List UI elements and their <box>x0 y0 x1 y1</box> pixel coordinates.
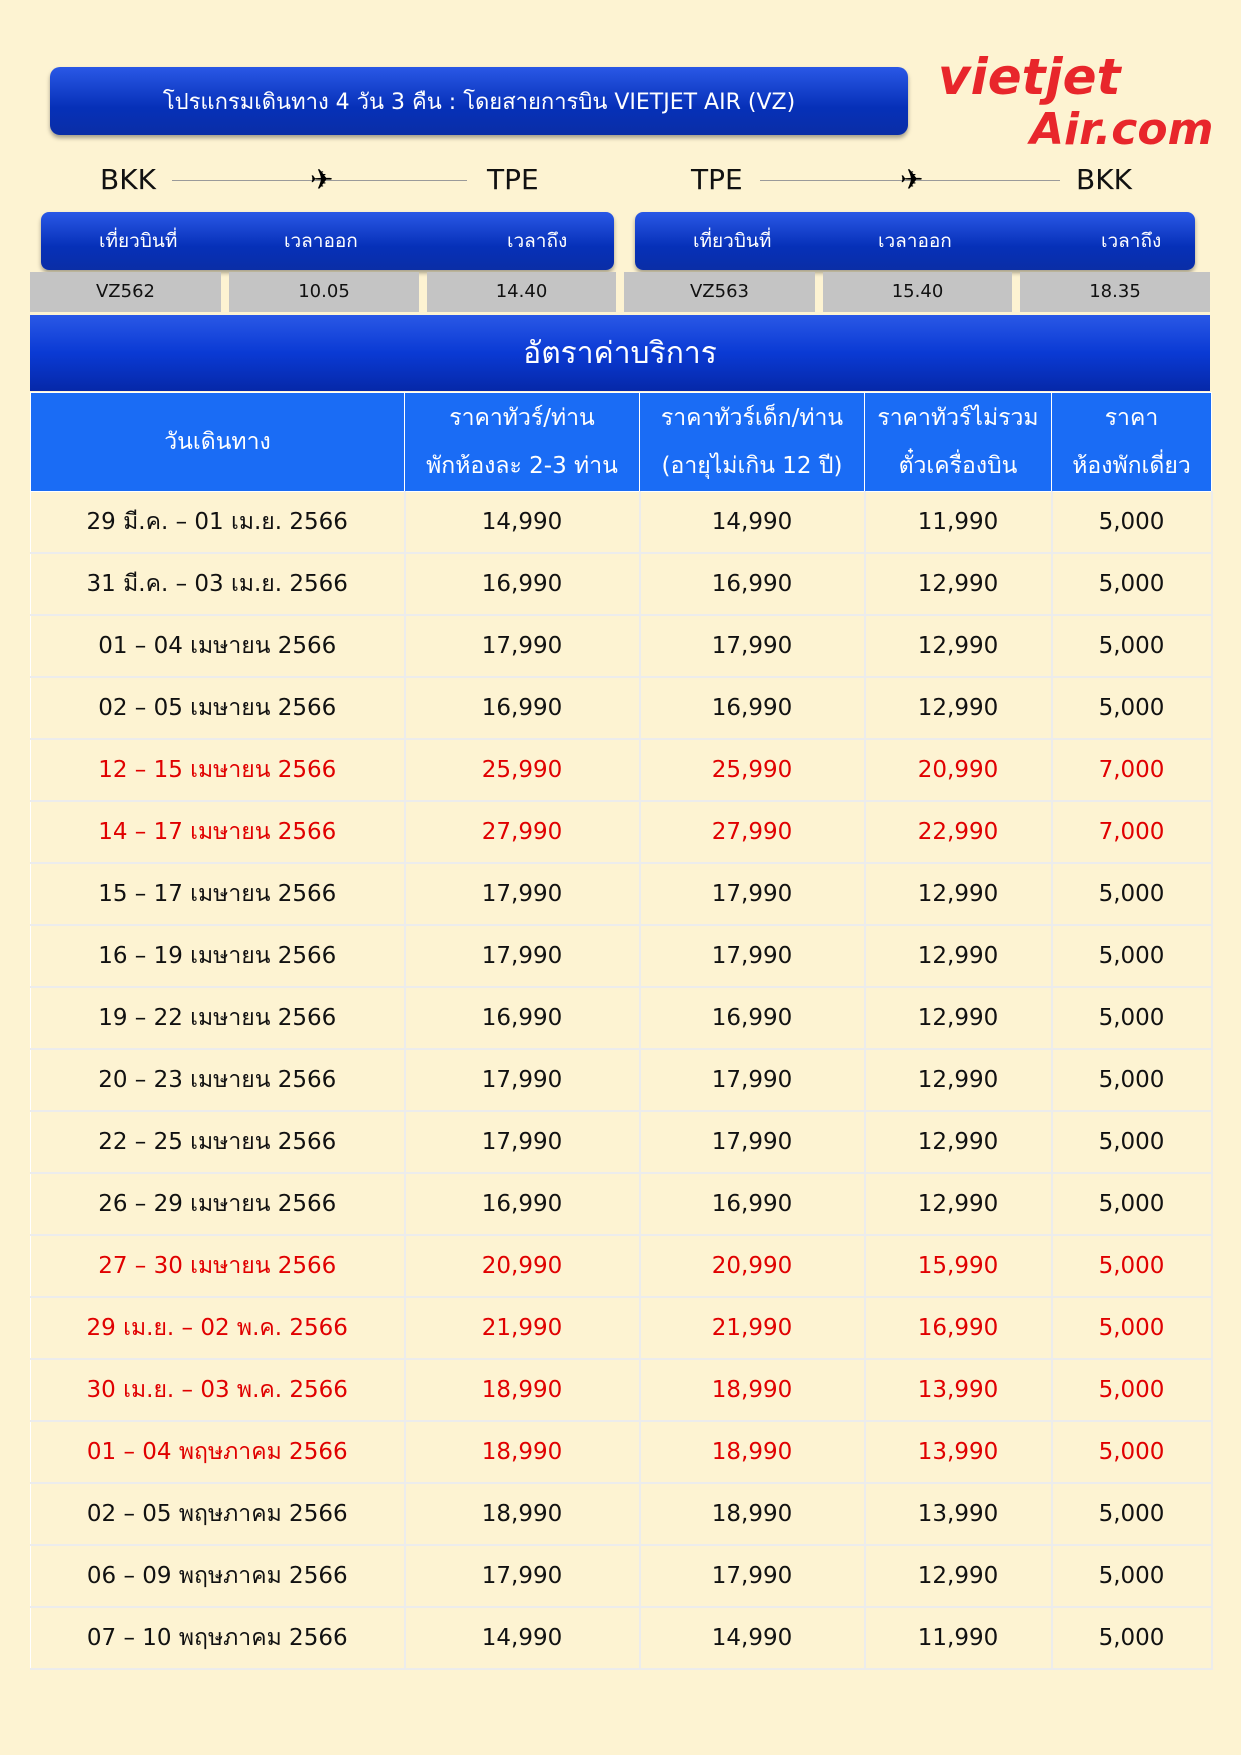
adult-price-cell: 18,990 <box>405 1421 640 1483</box>
outbound-destination: TPE <box>487 163 539 196</box>
table-row <box>31 925 1212 987</box>
depart-label: เวลาออก <box>284 230 358 252</box>
outbound-origin: BKK <box>100 163 156 196</box>
table-row <box>31 1297 1212 1359</box>
child-price-cell: 14,990 <box>640 492 865 554</box>
travel-date-cell: 15 – 17 เมษายน 2566 <box>31 863 405 925</box>
single-room-price-cell: 5,000 <box>1052 1483 1212 1545</box>
child-price-cell: 18,990 <box>640 1359 865 1421</box>
child-price-cell: 16,990 <box>640 1173 865 1235</box>
outbound-route <box>0 160 620 200</box>
travel-date-cell: 29 เม.ย. – 02 พ.ค. 2566 <box>31 1297 405 1359</box>
no-ticket-price-cell: 11,990 <box>865 492 1052 554</box>
airplane-icon: ✈ <box>310 163 334 196</box>
no-ticket-price-cell: 12,990 <box>865 553 1052 615</box>
adult-price-cell: 21,990 <box>405 1297 640 1359</box>
inbound-destination: BKK <box>1076 163 1132 196</box>
travel-date-cell: 26 – 29 เมษายน 2566 <box>31 1173 405 1235</box>
travel-date-cell: 20 – 23 เมษายน 2566 <box>31 1049 405 1111</box>
outbound-flight-header <box>41 212 614 270</box>
no-ticket-price-cell: 12,990 <box>865 925 1052 987</box>
child-price-cell: 16,990 <box>640 677 865 739</box>
table-row <box>31 492 1212 554</box>
child-price-cell: 18,990 <box>640 1421 865 1483</box>
single-room-price-cell: 5,000 <box>1052 1421 1212 1483</box>
col-single-room-line1: ราคา <box>1104 405 1159 431</box>
child-price-cell: 25,990 <box>640 739 865 801</box>
travel-date-cell: 29 มี.ค. – 01 เม.ย. 2566 <box>31 492 405 554</box>
table-row <box>31 1607 1212 1669</box>
logo-line2: Air.com <box>1030 104 1214 154</box>
no-ticket-price-cell: 12,990 <box>865 987 1052 1049</box>
travel-date-cell: 19 – 22 เมษายน 2566 <box>31 987 405 1049</box>
adult-price-cell: 25,990 <box>405 739 640 801</box>
table-row <box>31 1049 1212 1111</box>
table-row <box>31 987 1212 1049</box>
table-row <box>31 863 1212 925</box>
col-travel-date-label: วันเดินทาง <box>164 429 271 455</box>
rates-title: อัตราค่าบริการ <box>523 335 717 371</box>
col-single-room <box>1052 393 1212 492</box>
no-ticket-price-cell: 11,990 <box>865 1607 1052 1669</box>
inbound-arrive-time: 18.35 <box>1020 272 1210 312</box>
child-price-cell: 21,990 <box>640 1297 865 1359</box>
adult-price-cell: 16,990 <box>405 553 640 615</box>
rates-title-bar <box>30 315 1210 391</box>
no-ticket-price-cell: 12,990 <box>865 1111 1052 1173</box>
price-table <box>30 392 1213 1670</box>
table-row <box>31 615 1212 677</box>
table-row <box>31 1235 1212 1297</box>
single-room-price-cell: 5,000 <box>1052 553 1212 615</box>
outbound-depart-time: 10.05 <box>229 272 419 312</box>
child-price-cell: 17,990 <box>640 863 865 925</box>
single-room-price-cell: 5,000 <box>1052 863 1212 925</box>
no-ticket-price-cell: 22,990 <box>865 801 1052 863</box>
col-no-ticket-line2: ตั๋วเครื่องบิน <box>898 453 1018 479</box>
col-no-ticket-line1: ราคาทัวร์ไม่รวม <box>877 405 1039 431</box>
adult-price-cell: 14,990 <box>405 1607 640 1669</box>
col-child-price-line1: ราคาทัวร์เด็ก/ท่าน <box>660 405 844 431</box>
inbound-flight-header <box>635 212 1195 270</box>
no-ticket-price-cell: 13,990 <box>865 1483 1052 1545</box>
table-row <box>31 1359 1212 1421</box>
logo-line1: vietjet <box>938 48 1121 106</box>
no-ticket-price-cell: 12,990 <box>865 677 1052 739</box>
travel-date-cell: 06 – 09 พฤษภาคม 2566 <box>31 1545 405 1607</box>
outbound-flight-no: VZ562 <box>30 272 221 312</box>
depart-label: เวลาออก <box>878 230 952 252</box>
no-ticket-price-cell: 15,990 <box>865 1235 1052 1297</box>
program-title: โปรแกรมเดินทาง 4 วัน 3 คืน : โดยสายการบิน VIETJET AIR (VZ) <box>162 89 796 115</box>
travel-date-cell: 30 เม.ย. – 03 พ.ค. 2566 <box>31 1359 405 1421</box>
no-ticket-price-cell: 13,990 <box>865 1421 1052 1483</box>
single-room-price-cell: 5,000 <box>1052 1049 1212 1111</box>
adult-price-cell: 17,990 <box>405 863 640 925</box>
no-ticket-price-cell: 12,990 <box>865 1173 1052 1235</box>
flight-details-row <box>30 272 1210 312</box>
travel-date-cell: 07 – 10 พฤษภาคม 2566 <box>31 1607 405 1669</box>
travel-date-cell: 01 – 04 พฤษภาคม 2566 <box>31 1421 405 1483</box>
airplane-icon: ✈ <box>900 163 924 196</box>
inbound-depart-time: 15.40 <box>823 272 1012 312</box>
outbound-arrive-time: 14.40 <box>427 272 616 312</box>
table-row <box>31 1111 1212 1173</box>
travel-date-cell: 01 – 04 เมษายน 2566 <box>31 615 405 677</box>
no-ticket-price-cell: 12,990 <box>865 615 1052 677</box>
travel-date-cell: 27 – 30 เมษายน 2566 <box>31 1235 405 1297</box>
adult-price-cell: 16,990 <box>405 677 640 739</box>
flight-no-label: เที่ยวบินที่ <box>99 230 178 252</box>
inbound-origin: TPE <box>691 163 743 196</box>
single-room-price-cell: 5,000 <box>1052 1545 1212 1607</box>
single-room-price-cell: 5,000 <box>1052 1111 1212 1173</box>
col-single-room-line2: ห้องพักเดี่ยว <box>1072 453 1191 479</box>
adult-price-cell: 16,990 <box>405 987 640 1049</box>
adult-price-cell: 14,990 <box>405 492 640 554</box>
adult-price-cell: 16,990 <box>405 1173 640 1235</box>
single-room-price-cell: 5,000 <box>1052 925 1212 987</box>
col-adult-price-line1: ราคาทัวร์/ท่าน <box>449 405 595 431</box>
travel-date-cell: 22 – 25 เมษายน 2566 <box>31 1111 405 1173</box>
no-ticket-price-cell: 12,990 <box>865 863 1052 925</box>
travel-date-cell: 16 – 19 เมษายน 2566 <box>31 925 405 987</box>
col-child-price <box>640 393 865 492</box>
travel-date-cell: 14 – 17 เมษายน 2566 <box>31 801 405 863</box>
no-ticket-price-cell: 12,990 <box>865 1049 1052 1111</box>
no-ticket-price-cell: 13,990 <box>865 1359 1052 1421</box>
child-price-cell: 17,990 <box>640 1545 865 1607</box>
single-room-price-cell: 5,000 <box>1052 1235 1212 1297</box>
single-room-price-cell: 5,000 <box>1052 1297 1212 1359</box>
no-ticket-price-cell: 12,990 <box>865 1545 1052 1607</box>
child-price-cell: 16,990 <box>640 553 865 615</box>
col-adult-price-line2: พักห้องละ 2-3 ท่าน <box>426 453 618 479</box>
flight-no-label: เที่ยวบินที่ <box>693 230 772 252</box>
inbound-flight-no: VZ563 <box>624 272 815 312</box>
child-price-cell: 27,990 <box>640 801 865 863</box>
table-row <box>31 801 1212 863</box>
single-room-price-cell: 5,000 <box>1052 1173 1212 1235</box>
child-price-cell: 17,990 <box>640 925 865 987</box>
single-room-price-cell: 5,000 <box>1052 1359 1212 1421</box>
program-title-bar <box>50 67 908 135</box>
adult-price-cell: 17,990 <box>405 925 640 987</box>
adult-price-cell: 18,990 <box>405 1483 640 1545</box>
child-price-cell: 18,990 <box>640 1483 865 1545</box>
travel-date-cell: 31 มี.ค. – 03 เม.ย. 2566 <box>31 553 405 615</box>
adult-price-cell: 20,990 <box>405 1235 640 1297</box>
table-row <box>31 1421 1212 1483</box>
single-room-price-cell: 7,000 <box>1052 801 1212 863</box>
child-price-cell: 14,990 <box>640 1607 865 1669</box>
table-row <box>31 1545 1212 1607</box>
child-price-cell: 16,990 <box>640 987 865 1049</box>
col-child-price-line2: (อายุไม่เกิน 12 ปี) <box>661 453 843 479</box>
adult-price-cell: 27,990 <box>405 801 640 863</box>
travel-date-cell: 12 – 15 เมษายน 2566 <box>31 739 405 801</box>
child-price-cell: 20,990 <box>640 1235 865 1297</box>
vietjet-logo <box>930 44 1220 154</box>
travel-date-cell: 02 – 05 เมษายน 2566 <box>31 677 405 739</box>
table-row <box>31 553 1212 615</box>
arrive-label: เวลาถึง <box>1101 230 1162 252</box>
price-table-header <box>31 393 1212 492</box>
table-row <box>31 1173 1212 1235</box>
col-travel-date <box>31 393 405 492</box>
single-room-price-cell: 5,000 <box>1052 677 1212 739</box>
single-room-price-cell: 5,000 <box>1052 615 1212 677</box>
table-row <box>31 739 1212 801</box>
inbound-route <box>620 160 1240 200</box>
col-adult-price <box>405 393 640 492</box>
table-row <box>31 1483 1212 1545</box>
table-row <box>31 677 1212 739</box>
col-no-ticket-price <box>865 393 1052 492</box>
child-price-cell: 17,990 <box>640 1111 865 1173</box>
adult-price-cell: 17,990 <box>405 615 640 677</box>
adult-price-cell: 17,990 <box>405 1545 640 1607</box>
price-table-body <box>31 492 1212 1670</box>
travel-date-cell: 02 – 05 พฤษภาคม 2566 <box>31 1483 405 1545</box>
child-price-cell: 17,990 <box>640 1049 865 1111</box>
adult-price-cell: 17,990 <box>405 1111 640 1173</box>
adult-price-cell: 18,990 <box>405 1359 640 1421</box>
arrive-label: เวลาถึง <box>507 230 568 252</box>
single-room-price-cell: 7,000 <box>1052 739 1212 801</box>
child-price-cell: 17,990 <box>640 615 865 677</box>
single-room-price-cell: 5,000 <box>1052 492 1212 554</box>
single-room-price-cell: 5,000 <box>1052 987 1212 1049</box>
no-ticket-price-cell: 20,990 <box>865 739 1052 801</box>
no-ticket-price-cell: 16,990 <box>865 1297 1052 1359</box>
adult-price-cell: 17,990 <box>405 1049 640 1111</box>
single-room-price-cell: 5,000 <box>1052 1607 1212 1669</box>
